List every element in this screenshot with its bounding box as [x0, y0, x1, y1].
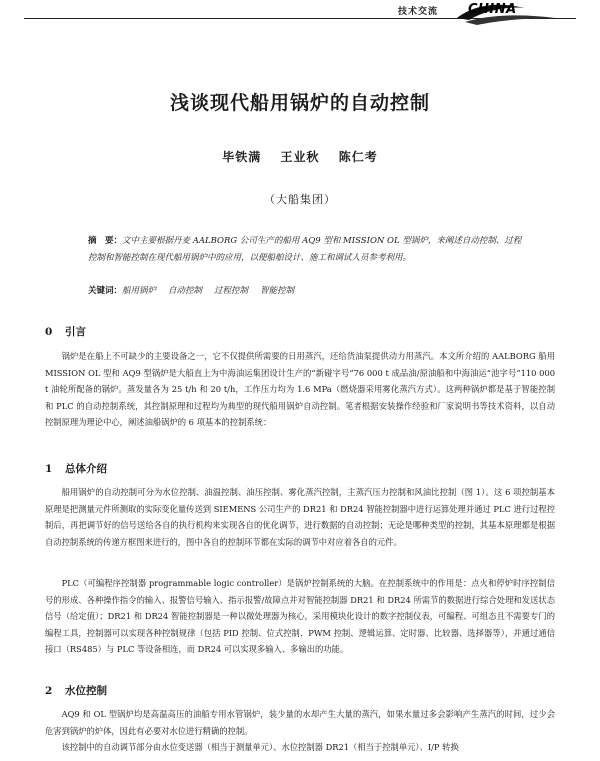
- section-number: 0: [45, 326, 53, 338]
- keyword: 智能控制: [260, 286, 295, 296]
- author-name: 陈仁考: [338, 150, 378, 164]
- keywords: [88, 284, 528, 298]
- author-name: 王业秋: [280, 150, 320, 164]
- author-name: 毕铁满: [222, 150, 262, 164]
- affiliation: （大船集团）: [264, 193, 336, 206]
- running-header-column: 技术交流: [398, 7, 439, 17]
- paragraph: 锅炉是在船上不可缺少的主要设备之一，它不仅提供所需要的日用蒸汽，还给货油泵提供动力用蒸汽。本文所介绍的 AALBORG 船用 MISSION OL 型和 AQ9 型锅炉是大船直上为中海油运集团设计生产的“新碰字号”76 000 t 成品油/原油船和中海油运“池字号”110 000 t 油轮所配备的锅炉。蒸发量各为 25 t/h 和 20 t/h，工作压力均为 1.6 MPa（燃烧器采用雾化蒸汽方式）。这两种锅炉都是基于智能控制和 PLC 的自动控制系统，其控制原理和过程均为典型的现代船用锅炉自动控制。笔者根据安装操作经验和厂家说明书等技术资料，以自动控制原理为理论中心，阐述油船锅炉的 6 项基本的控制系统：: [45, 351, 555, 428]
- abstract: [88, 233, 528, 267]
- section-title: 总体介绍: [65, 463, 107, 475]
- section-number: 2: [45, 685, 53, 697]
- keyword: 自动控制: [168, 286, 203, 296]
- abstract-text: 文中主要根据丹麦 AALBORG 公司生产的船用 AQ9 型和 MISSION OL 型锅炉，来阐述自动控制、过程控制和智能控制在现代船用锅炉中的应用，以便船舶设计、施工和调试人员参考利用。: [88, 236, 522, 263]
- paragraph: PLC（可编程序控制器 programmable logic controller）是锅炉控制系统的大脑。在控制系统中的作用是：点火和停炉时序控制信号的形成、各种操作指令的输入、报警信号输入、指示报警/故障点并对智能控制器 DR21 和 DR24 所需节的数据进行综合处理和发送状态信号（给定值）；DR21 和 DR24 智能控制器是一种以微处理器为核心，采用模块化设计的数字控制仪表，可编程、可组态且不需要专门的编程工具，控制器可以实现各种控制规律（包括 PID 控制、位式控制、PWM 控制、逻辑运算、定时器、比较器、选择器等），并通过通信接口（RS485）与 PLC 等设备相连，而 DR24 可以实现多输入、多输出的功能。: [45, 578, 555, 655]
- keyword: 船用锅炉: [122, 286, 157, 296]
- paper-title: 浅谈现代船用锅炉的自动控制: [169, 92, 430, 114]
- keyword: 过程控制: [214, 286, 249, 296]
- author-list: [0, 148, 600, 165]
- section-heading: [45, 324, 86, 339]
- paragraph: AQ9 和 OL 型锅炉均是高温高压的油船专用水管锅炉，装少量的水却产生大量的蒸汽，如果水量过多会影响产生蒸汽的时间，过少会危害到锅炉的炉体，因此有必要对水位进行精确的控制。: [45, 709, 555, 736]
- paragraph: 船用锅炉的自动控制可分为水位控制、油温控制、油压控制、雾化蒸汽控制，主蒸汽压力控制和风油比控制（图 1）。这 6 项控制基本原理是把测量元件所测取的实际变化量传送到 SIEMENS 公司生产的 DR21 和 DR24 智能控制器中进行运算处理并通过 PLC 进行过程控制后，再把调节好的信号送给各自的执行机构来实现各自的优化调节，进行数据的自动控制；无论是哪种类型的控制，其基本原理都是根据自动控制系统的传递方框图来进行的，图中各自的控制环节都在实际的调节中对应着各自的元件。: [45, 487, 555, 547]
- abstract-label: 摘 要：: [88, 236, 123, 246]
- section-title: 引言: [65, 326, 86, 338]
- section-title: 水位控制: [65, 685, 107, 697]
- keywords-label: 关键词：: [88, 286, 123, 296]
- section-heading: [45, 683, 107, 698]
- header-logo-text: CHINA: [468, 2, 517, 17]
- section-heading: [45, 461, 107, 476]
- section-number: 1: [45, 463, 53, 475]
- paragraph: 该控制中的自动调节部分由水位变送器（相当于测量单元）、水位控制器 DR21（相当于控制单元）、I/P 转换: [61, 742, 459, 752]
